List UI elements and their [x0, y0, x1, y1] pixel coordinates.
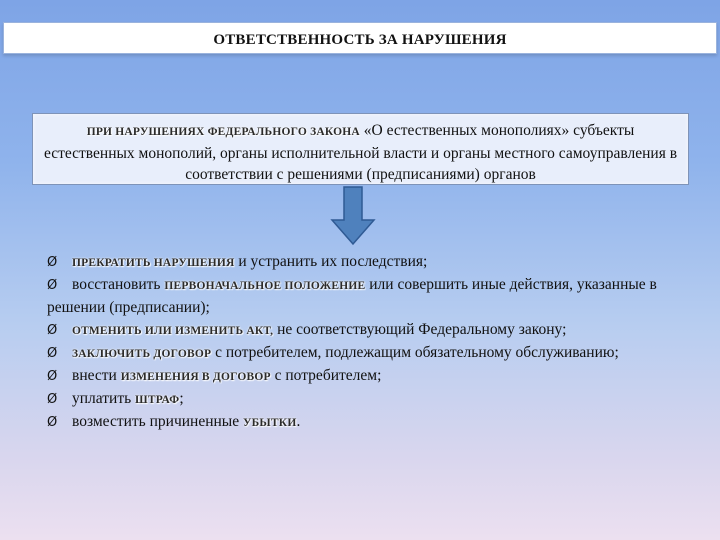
item-text: .	[296, 413, 301, 431]
item-text: с потребителем;	[270, 367, 382, 385]
down-arrow-icon	[330, 186, 376, 246]
bullet-arrow-icon: Ø	[47, 322, 58, 338]
item-highlight: ИЗМЕНЕНИЯ В ДОГОВОР	[120, 371, 271, 384]
title-bar	[3, 22, 717, 54]
list-item	[47, 319, 687, 342]
bullet-arrow-icon: Ø	[47, 392, 58, 408]
item-highlight: ПЕРВОНАЧАЛЬНОЕ ПОЛОЖЕНИЕ	[164, 280, 366, 293]
list-item	[47, 342, 687, 365]
bullet-arrow-icon: Ø	[47, 345, 58, 361]
item-text: или совершить иные действия, указанные в решении (предписании);	[47, 276, 657, 317]
item-text: восстановить	[72, 276, 165, 294]
page-title: ОТВЕТСТВЕННОСТЬ ЗА НАРУШЕНИЯ	[213, 31, 507, 48]
item-text: возместить причиненные	[72, 413, 243, 431]
box-text-subjects: субъекты естественных монополий, органы исполнительной власти и органы местного самоуправления в соответствии с решениями (предписаниями) органов	[43, 122, 678, 183]
list-item	[47, 365, 687, 388]
item-highlight: ШТРАФ	[135, 394, 180, 407]
list-item	[47, 274, 687, 318]
item-text: и устранить их последствия;	[234, 253, 428, 270]
box-highlight: ПРИ НАРУШЕНИЯХ ФЕДЕРАЛЬНОГО ЗАКОНА	[86, 126, 360, 138]
bullet-arrow-icon: Ø	[47, 278, 58, 294]
item-highlight: ПРЕКРАТИТЬ НАРУШЕНИЯ	[72, 257, 235, 269]
list-item	[47, 388, 687, 411]
item-highlight: УБЫТКИ	[242, 417, 297, 430]
violation-box	[32, 113, 689, 185]
item-text: не соответствующий Федеральному закону;	[273, 320, 567, 338]
list-item	[47, 251, 687, 274]
obligations-list	[47, 251, 687, 435]
item-highlight: ЗАКЛЮЧИТЬ ДОГОВОР	[72, 347, 212, 360]
bullet-arrow-icon: Ø	[47, 369, 58, 385]
item-highlight: ОТМЕНИТЬ ИЛИ ИЗМЕНИТЬ АКТ,	[72, 324, 274, 337]
item-text: уплатить	[72, 390, 136, 408]
item-text: внести	[72, 367, 121, 385]
item-text: ;	[179, 390, 184, 408]
box-text-law: «О естественных монополиях»	[359, 122, 570, 139]
bullet-arrow-icon: Ø	[47, 255, 58, 270]
item-text: с потребителем, подлежащим обязательному обслуживанию;	[211, 343, 619, 361]
bullet-arrow-icon: Ø	[47, 415, 58, 431]
list-item	[47, 411, 687, 434]
